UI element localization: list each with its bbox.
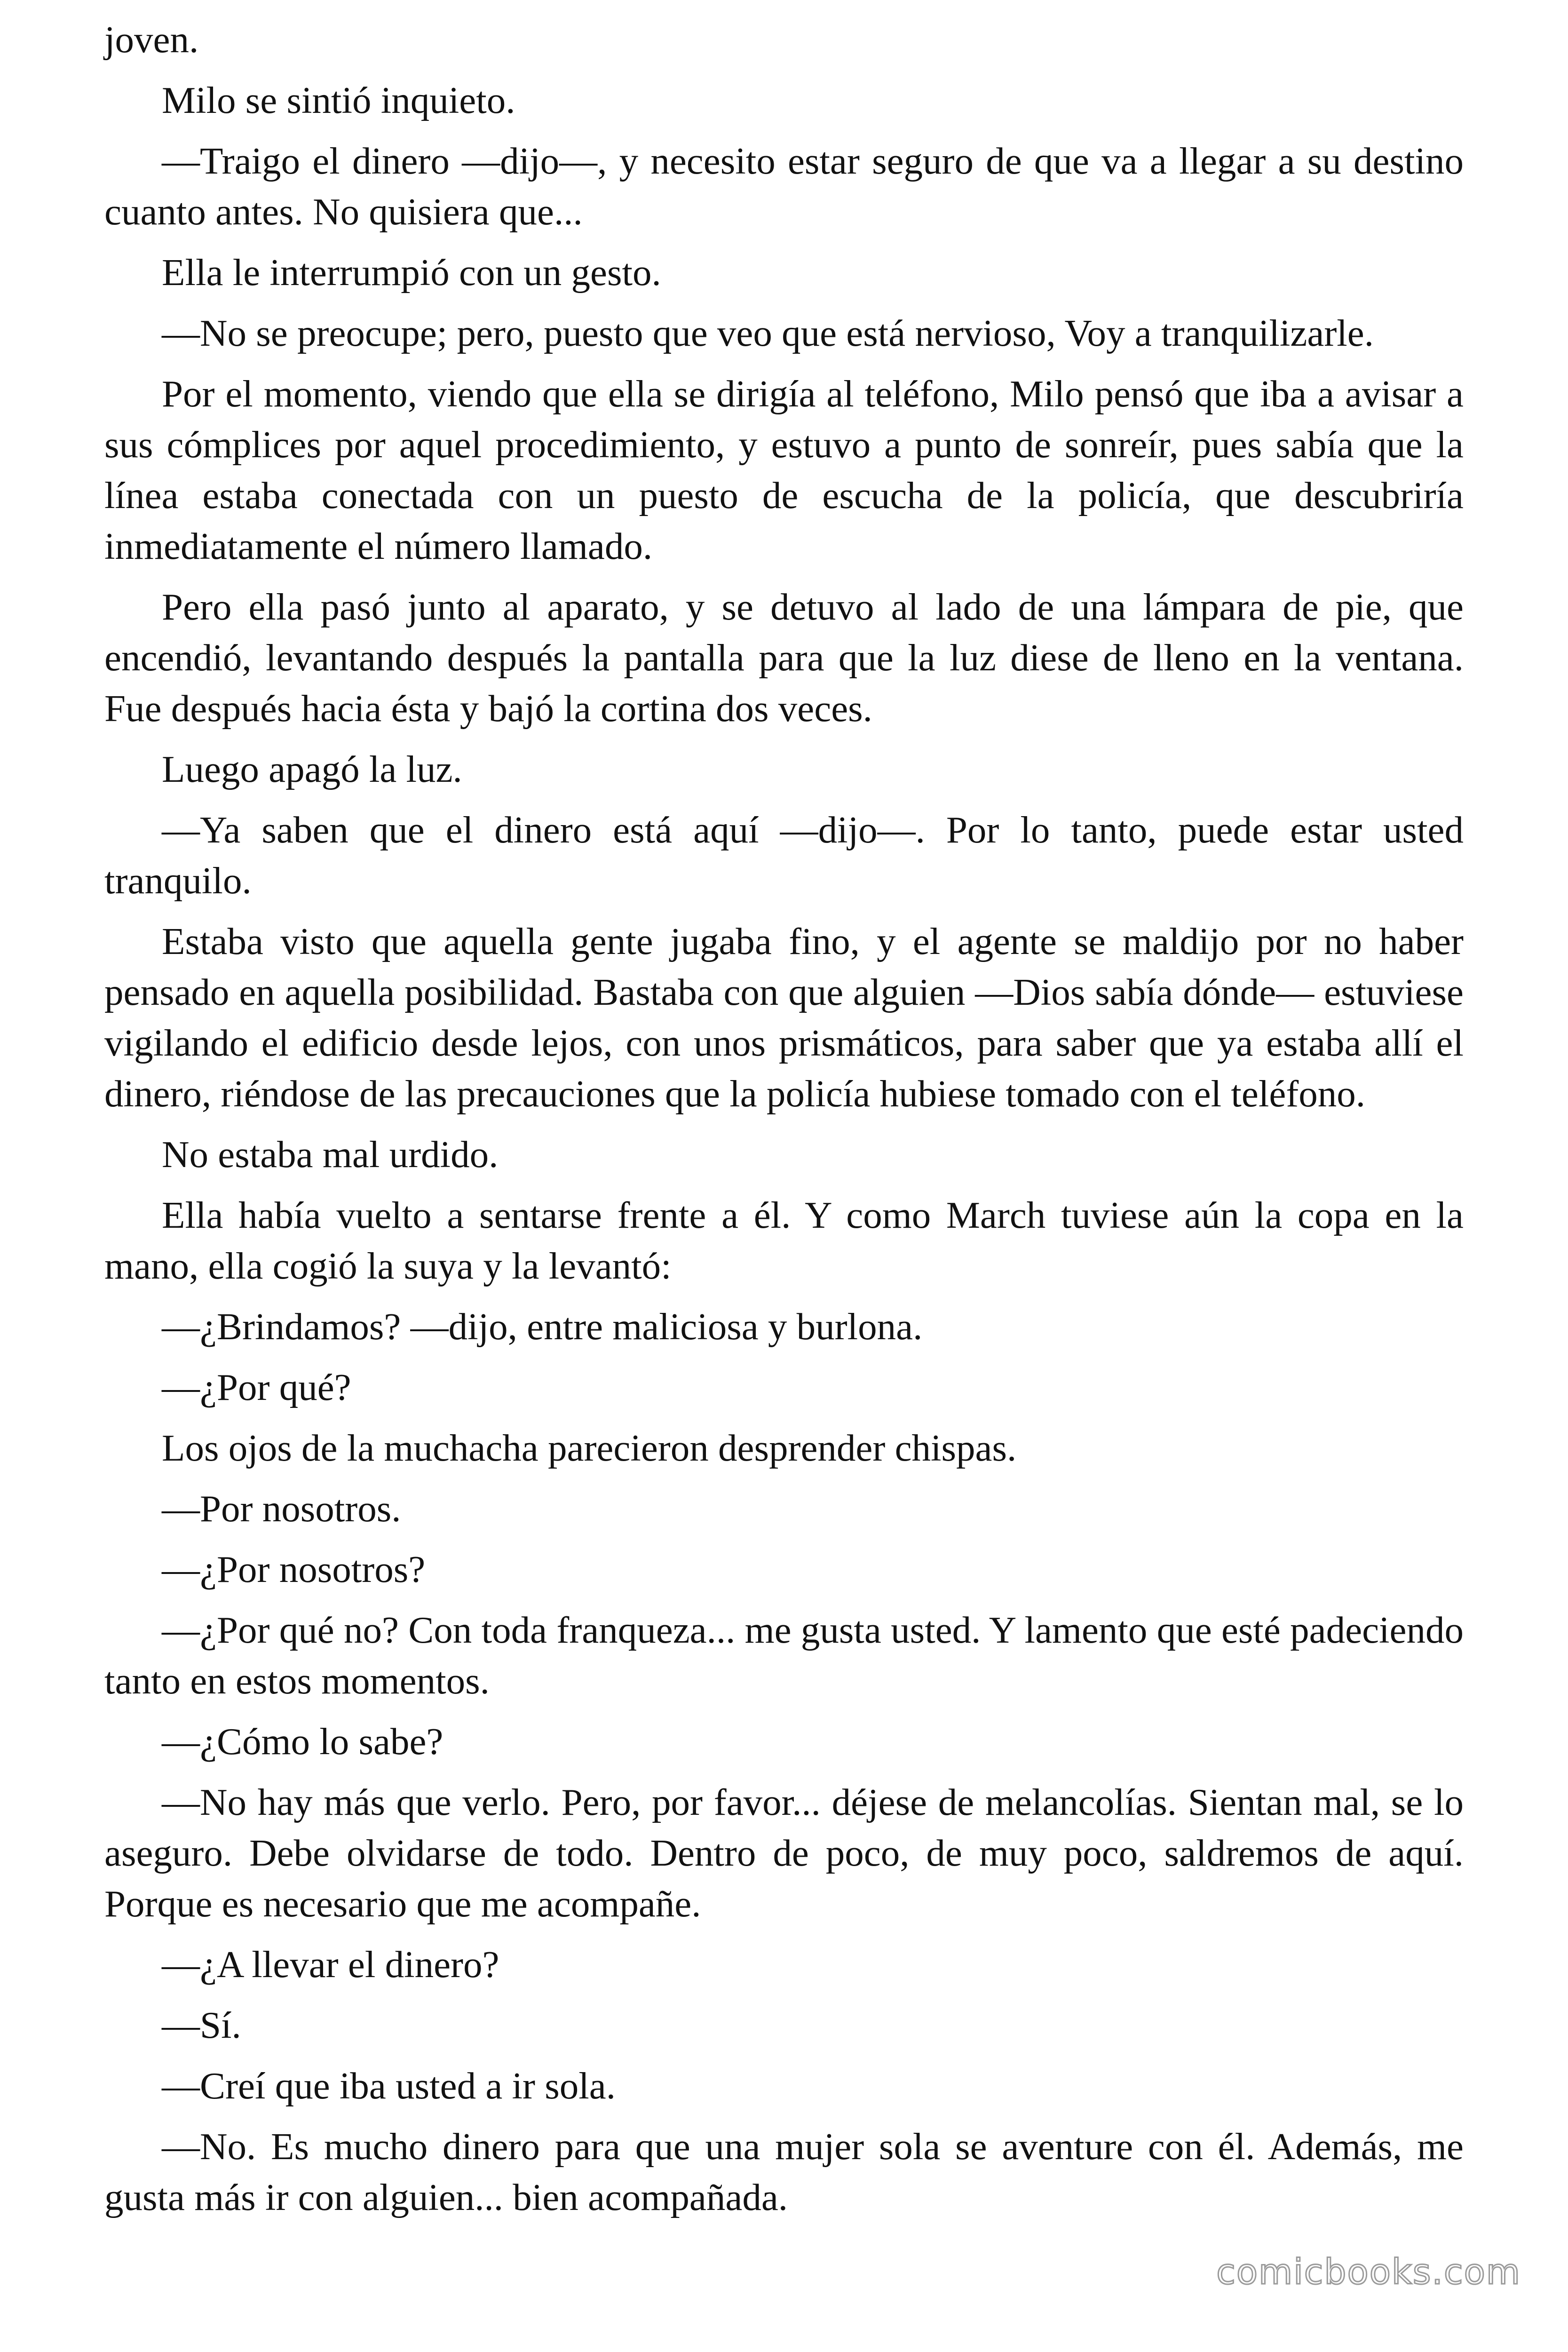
paragraph-4: Ella le interrumpió con un gesto. (162, 251, 661, 294)
paragraph-11: No estaba mal urdido. (162, 1133, 499, 1176)
paragraph-20: —No hay más que verlo. Pero, por favor... déjese de melancolías. Sientan mal, se lo aseguro. Debe olvidarse de todo. Dentro de poco, de muy poco, saldremos de aquí. Porque es necesario que me acompañe. (104, 1781, 1464, 1925)
paragraph-9: —Ya saben que el dinero está aquí —dijo—. Por lo tanto, puede estar usted tranquilo. (104, 809, 1464, 902)
paragraph-10: Estaba visto que aquella gente jugaba fino, y el agente se maldijo por no haber pensado en aquella posibilidad. Bastaba con que alguien —Dios sabía dónde— estuviese vigilando el edificio desde lejos, con unos prismáticos, para saber que ya estaba allí el dinero, riéndose de las precauciones que la policía hubiese tomado con el teléfono. (104, 920, 1464, 1115)
paragraph-2: Milo se sintió inquieto. (162, 79, 515, 121)
paragraph-7: Pero ella pasó junto al aparato, y se detuvo al lado de una lámpara de pie, que encendió, levantando después la pantalla para que la luz diese de lleno en la ventana. Fue después hacia ésta y bajó la cortina dos veces. (104, 586, 1464, 730)
book-page (104, 14, 1464, 2233)
paragraph-19: —¿Cómo lo sabe? (162, 1720, 443, 1763)
paragraph-8: Luego apagó la luz. (162, 748, 462, 790)
paragraph-6: Por el momento, viendo que ella se dirigía al teléfono, Milo pensó que iba a avisar a sus cómplices por aquel procedimiento, y estuvo a punto de sonreír, pues sabía que la línea estaba conectada con un puesto de escucha de la policía, que descubriría inmediatamente el número llamado. (104, 373, 1464, 567)
paragraph-14: —¿Por qué? (162, 1366, 351, 1408)
paragraph-17: —¿Por nosotros? (162, 1548, 426, 1590)
paragraph-12: Ella había vuelto a sentarse frente a él. Y como March tuviese aún la copa en la mano, ella cogió la suya y la levantó: (104, 1194, 1464, 1287)
paragraph-18: —¿Por qué no? Con toda franqueza... me gusta usted. Y lamento que esté padeciendo tanto en estos momentos. (104, 1609, 1464, 1702)
paragraph-23: —Creí que iba usted a ir sola. (162, 2065, 616, 2107)
paragraph-16: —Por nosotros. (162, 1487, 401, 1530)
paragraph-21: —¿A llevar el dinero? (162, 1943, 499, 1986)
paragraph-15: Los ojos de la muchacha parecieron desprender chispas. (162, 1427, 1017, 1469)
paragraph-24: —No. Es mucho dinero para que una mujer sola se aventure con él. Además, me gusta más ir con alguien... bien acompañada. (104, 2125, 1464, 2218)
paragraph-13: —¿Brindamos? —dijo, entre maliciosa y burlona. (162, 1305, 923, 1348)
watermark: comicbooks.com (1216, 2252, 1521, 2292)
paragraph-22: —Sí. (162, 2004, 241, 2046)
paragraph-1: joven. (104, 18, 199, 61)
paragraph-5: —No se preocupe; pero, puesto que veo que está nervioso, Voy a tranquilizarle. (162, 312, 1374, 354)
paragraph-3: —Traigo el dinero —dijo—, y necesito estar seguro de que va a llegar a su destino cuanto antes. No quisiera que... (104, 140, 1464, 233)
